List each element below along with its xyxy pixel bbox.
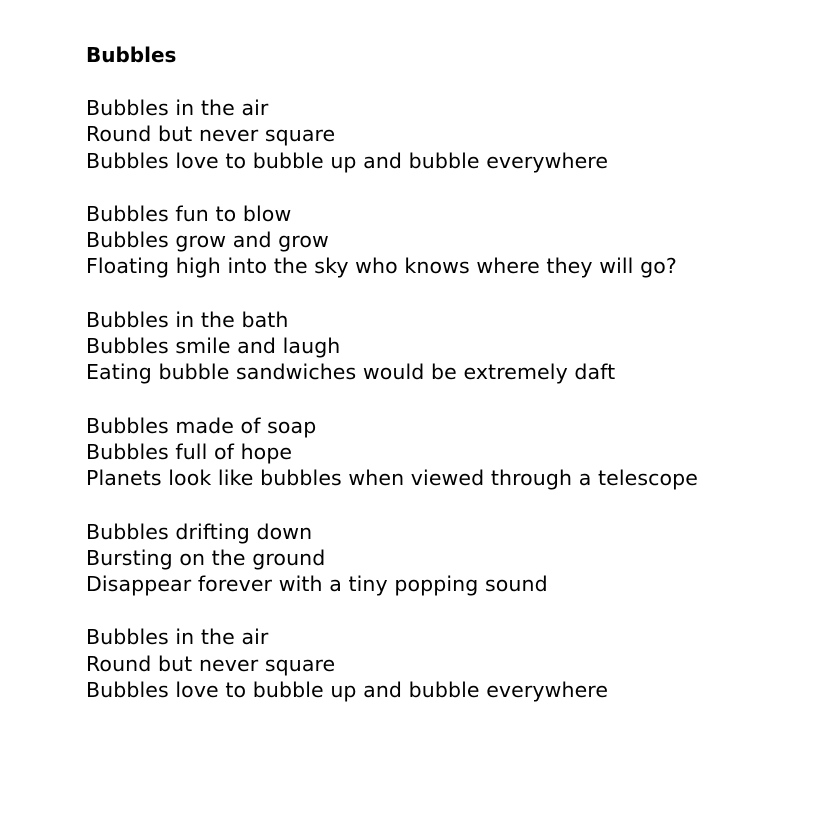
stanza-line: Bubbles drifting down	[86, 519, 313, 544]
stanza-line: Eating bubble sandwiches would be extremely daft	[86, 360, 616, 385]
stanza-3	[86, 307, 826, 386]
stanza-line: Round but never square	[86, 651, 336, 676]
stanza-line: Planets look like bubbles when viewed through a telescope	[86, 466, 698, 491]
stanza-5	[86, 519, 826, 598]
stanza-line: Bubbles in the bath	[86, 307, 289, 332]
poem-document	[86, 42, 826, 703]
stanza-line: Bubbles in the air	[86, 96, 269, 120]
stanza-line: Floating high into the sky who knows where they will go?	[86, 254, 677, 279]
poem-title: Bubbles	[86, 43, 177, 67]
stanza-6	[86, 624, 826, 703]
stanza-line: Bubbles fun to blow	[86, 201, 292, 226]
stanza-line: Disappear forever with a tiny popping sound	[86, 572, 548, 597]
stanza-line: Bubbles grow and grow	[86, 228, 329, 253]
stanza-line: Bubbles made of soap	[86, 413, 317, 438]
stanza-line: Bubbles smile and laugh	[86, 334, 341, 359]
stanza-line: Bursting on the ground	[86, 545, 326, 570]
stanza-line: Bubbles love to bubble up and bubble everywhere	[86, 678, 609, 703]
stanza-line: Round but never square	[86, 122, 336, 147]
stanza-1	[86, 95, 826, 174]
stanza-line: Bubbles in the air	[86, 625, 269, 650]
stanza-line: Bubbles love to bubble up and bubble everywhere	[86, 148, 609, 173]
stanza-4	[86, 413, 826, 492]
stanza-line: Bubbles full of hope	[86, 439, 293, 464]
stanza-2	[86, 201, 826, 280]
